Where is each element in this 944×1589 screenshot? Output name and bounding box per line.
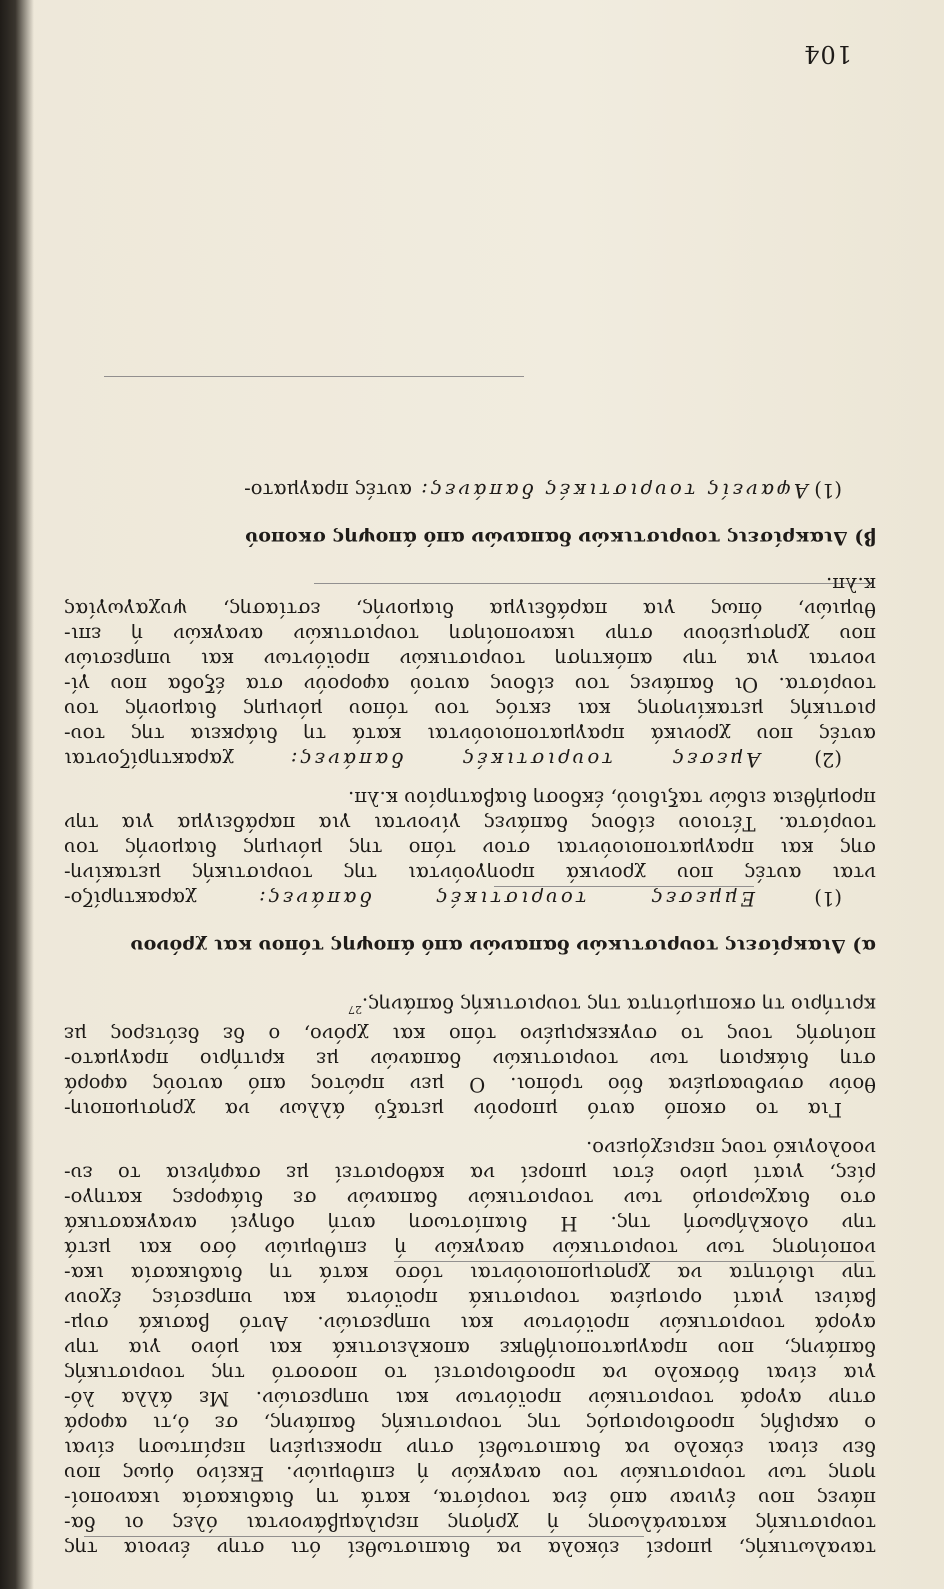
text-line bbox=[64, 992, 876, 1022]
page-text bbox=[64, 478, 876, 1561]
item-a1-first-line bbox=[64, 886, 876, 911]
text-line: ρίες, γιατί μόνο έτσι μπορεί να καθοριστεί με σαφήνεια το ευ- bbox=[64, 1162, 876, 1185]
text-line: προμήθεια ειδών ταξιδιού, έκδοση διαβατηρίου κ.λπ. bbox=[347, 787, 876, 811]
text-line: ταναλωτικής, μπορεί εύκολα να διαπιστωθεί ότι στην έννοια της bbox=[64, 1537, 876, 1560]
text-line: τουρίστα. Οι δαπάνες του είδους αυτού αφορούν στα έξοδα που γί- bbox=[64, 673, 876, 697]
text-line: δεν είναι εύκολο να διαπιστωθεί στην προκειμένη περίπτωση είναι bbox=[64, 1437, 876, 1460]
text-line: ριστικής μετακίνησης και εκτός του τόπου μόνιμης διαμονής του bbox=[64, 698, 876, 722]
page-number: 104 bbox=[803, 40, 852, 68]
text-line: ο ακριβής προσδιορισμός της τουριστικής δαπάνης, σε ό,τι αφορά bbox=[64, 1412, 876, 1435]
item-label: (1) bbox=[814, 887, 842, 911]
text-line: στο διαχωρισμό των τουριστικών δαπανών σε διάφορες κατηγο- bbox=[64, 1187, 876, 1210]
text-line: νται αυτές που χρονικά προηγούνται της τουριστικής μετακίνη- bbox=[64, 862, 876, 886]
section-heading-a: α) Διακρίσεις τουριστικών δαπανών από άποψης τόπου και χρόνου bbox=[130, 935, 876, 958]
pencil-underline bbox=[494, 886, 754, 887]
item-term: Αμεσες τουριστικές δαπάνες: bbox=[287, 748, 761, 772]
second-paragraph bbox=[64, 992, 876, 1122]
text-line: ησης των τουριστικών του αναγκών ή επιθυμιών. Εκείνο όμως που bbox=[64, 1462, 876, 1485]
text-line: τουρίστα. Τέτοιου είδους δαπάνες γίνονται για παράδειγμα για την bbox=[64, 812, 876, 836]
text-line: στην αγορά τουριστικών προϊόντων και υπηρεσιών. Με άλλα λό- bbox=[64, 1387, 876, 1410]
text-line: Για το σκοπό αυτό μπορούν μεταξύ άλλων να χρησιμοποιη- bbox=[64, 1098, 842, 1121]
item-term: Αφανείς τουριστικές δαπάνες: bbox=[418, 479, 808, 503]
text-line: δαπάνης, που πραγματοποιήθηκε αποκλειστικά και μόνο για την bbox=[64, 1337, 876, 1360]
item-label: (2) bbox=[814, 748, 842, 772]
item-label: (1) bbox=[814, 479, 842, 503]
text-line: την ολοκλήρωσή της. Η διαπίστωση αυτή οδηγεί αναγκαστικά bbox=[64, 1212, 876, 1235]
text-line-content: κριτήριο τη σκοπιμότητα της τουριστικής δαπάνης. bbox=[361, 993, 876, 1017]
text-line: θούν συνδυασμένα δύο τρόποι. Ο μεν πρώτος από αυτούς αφορά bbox=[64, 1073, 876, 1096]
text-line: που χρησιμεύουν στην ικανοποίηση τουριστικών αναγκών ή επι- bbox=[64, 623, 876, 647]
text-line: πάνες που έγιναν από ένα τουρίστα, κατά τη διαδικασία ικανοποί- bbox=[64, 1487, 876, 1510]
item-text: χαρακτηρίζονται bbox=[64, 748, 234, 772]
pencil-underline bbox=[394, 1261, 874, 1262]
item-b1-first-line bbox=[64, 478, 876, 503]
intro-paragraph bbox=[64, 1136, 876, 1561]
section-heading-b: β) Διακρίσεις τουριστικών δαπανών από άποψης σκοπού bbox=[245, 527, 876, 550]
text-line: βαίνει γιατί ορισμένα τουριστικά προϊόντα και υπηρεσίες έχουν bbox=[64, 1287, 876, 1310]
text-line: ποίησής τους το συγκεκριμένο τόπο και χρόνο, ο δε δεύτερος με bbox=[64, 1023, 876, 1046]
text-line: τουριστικής κατανάλωσης ή χρήσης περιλαμβάνονται όλες οι δα- bbox=[64, 1512, 876, 1535]
pencil-underline bbox=[84, 1536, 644, 1537]
pencil-underline bbox=[314, 583, 874, 584]
text-line: νοποίησης των τουριστικών αναγκών ή επιθυμιών όσο και μετά bbox=[64, 1237, 876, 1260]
item-text: χαρακτηρίζο- bbox=[64, 887, 197, 911]
item-term: Εμμεσες τουριστικές δαπάνες: bbox=[256, 887, 755, 911]
text-line: για είναι δύσκολο να προσδιοριστεί το ποσοστό της τουριστικής bbox=[64, 1362, 876, 1385]
pencil-underline bbox=[104, 376, 524, 377]
text-line: αγορά τουριστικών προϊόντων και υπηρεσιών. Αυτό βασικά συμ- bbox=[64, 1312, 876, 1335]
book-binding-edge bbox=[0, 0, 34, 1589]
item-a2-first-line bbox=[64, 747, 876, 772]
item-a1 bbox=[64, 786, 876, 911]
text-line: νονται για την απόκτηση τουριστικών προϊόντων και υπηρεσιών bbox=[64, 648, 876, 672]
text-line: νοολογικό τους περιεχόμενο. bbox=[585, 1137, 876, 1160]
text-line: κ.λπ. bbox=[826, 573, 876, 597]
item-b1 bbox=[64, 478, 876, 503]
footnote-reference: 27 bbox=[347, 1003, 362, 1016]
text-line: αυτές που χρονικά πραγματοποιούνται κατά τη διάρκεια της του- bbox=[64, 723, 876, 747]
item-text: αυτές πραγματο- bbox=[244, 479, 412, 503]
text-line: σης και πραγματοποιούνται στον τόπο της μόνιμης διαμονής του bbox=[64, 837, 876, 861]
item-a2 bbox=[64, 572, 876, 772]
text-line: την ιδιότητα να χρησιμοποιούνται τόσο κατά τη διαδικασία ικα- bbox=[64, 1262, 876, 1285]
text-line: στη διάκριση των τουριστικών δαπανών με κριτήριο πραγματο- bbox=[64, 1048, 876, 1071]
text-line: θυμιών, όπως για παράδειγμα διαμονής, εστίασης, ψυχαγωγίας bbox=[64, 598, 876, 622]
